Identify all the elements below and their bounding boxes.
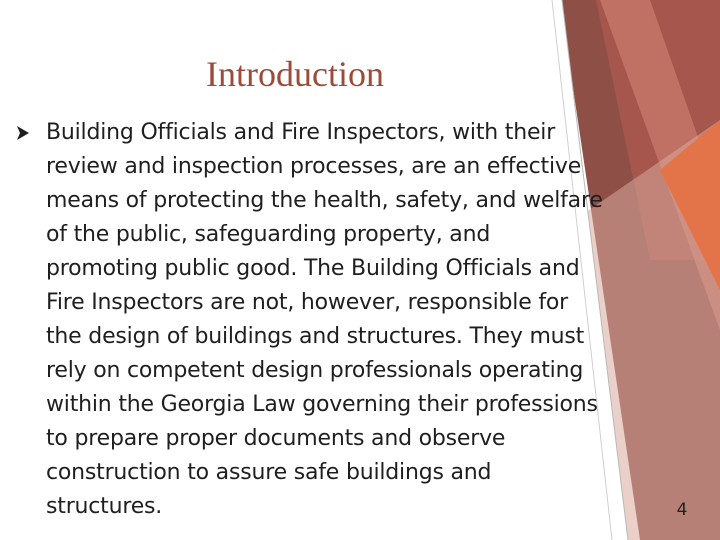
page-number: 4	[676, 500, 688, 520]
arrow-bullet-icon	[16, 125, 30, 141]
slide-title: Introduction	[206, 54, 384, 94]
bullet-text: Building Officials and Fire Inspectors, with their review and inspection processes, are an effective means of protecting the health, safety, and welfare of the public, safeguarding property, and promoting public good. The Building Officials and Fire Inspectors are not, however, responsible for the design of buildings and structures. They must rely on competent design professionals operating within the Georgia Law governing their professions to prepare proper documents and observe construction to assure safe buildings and structures.	[46, 120, 603, 519]
